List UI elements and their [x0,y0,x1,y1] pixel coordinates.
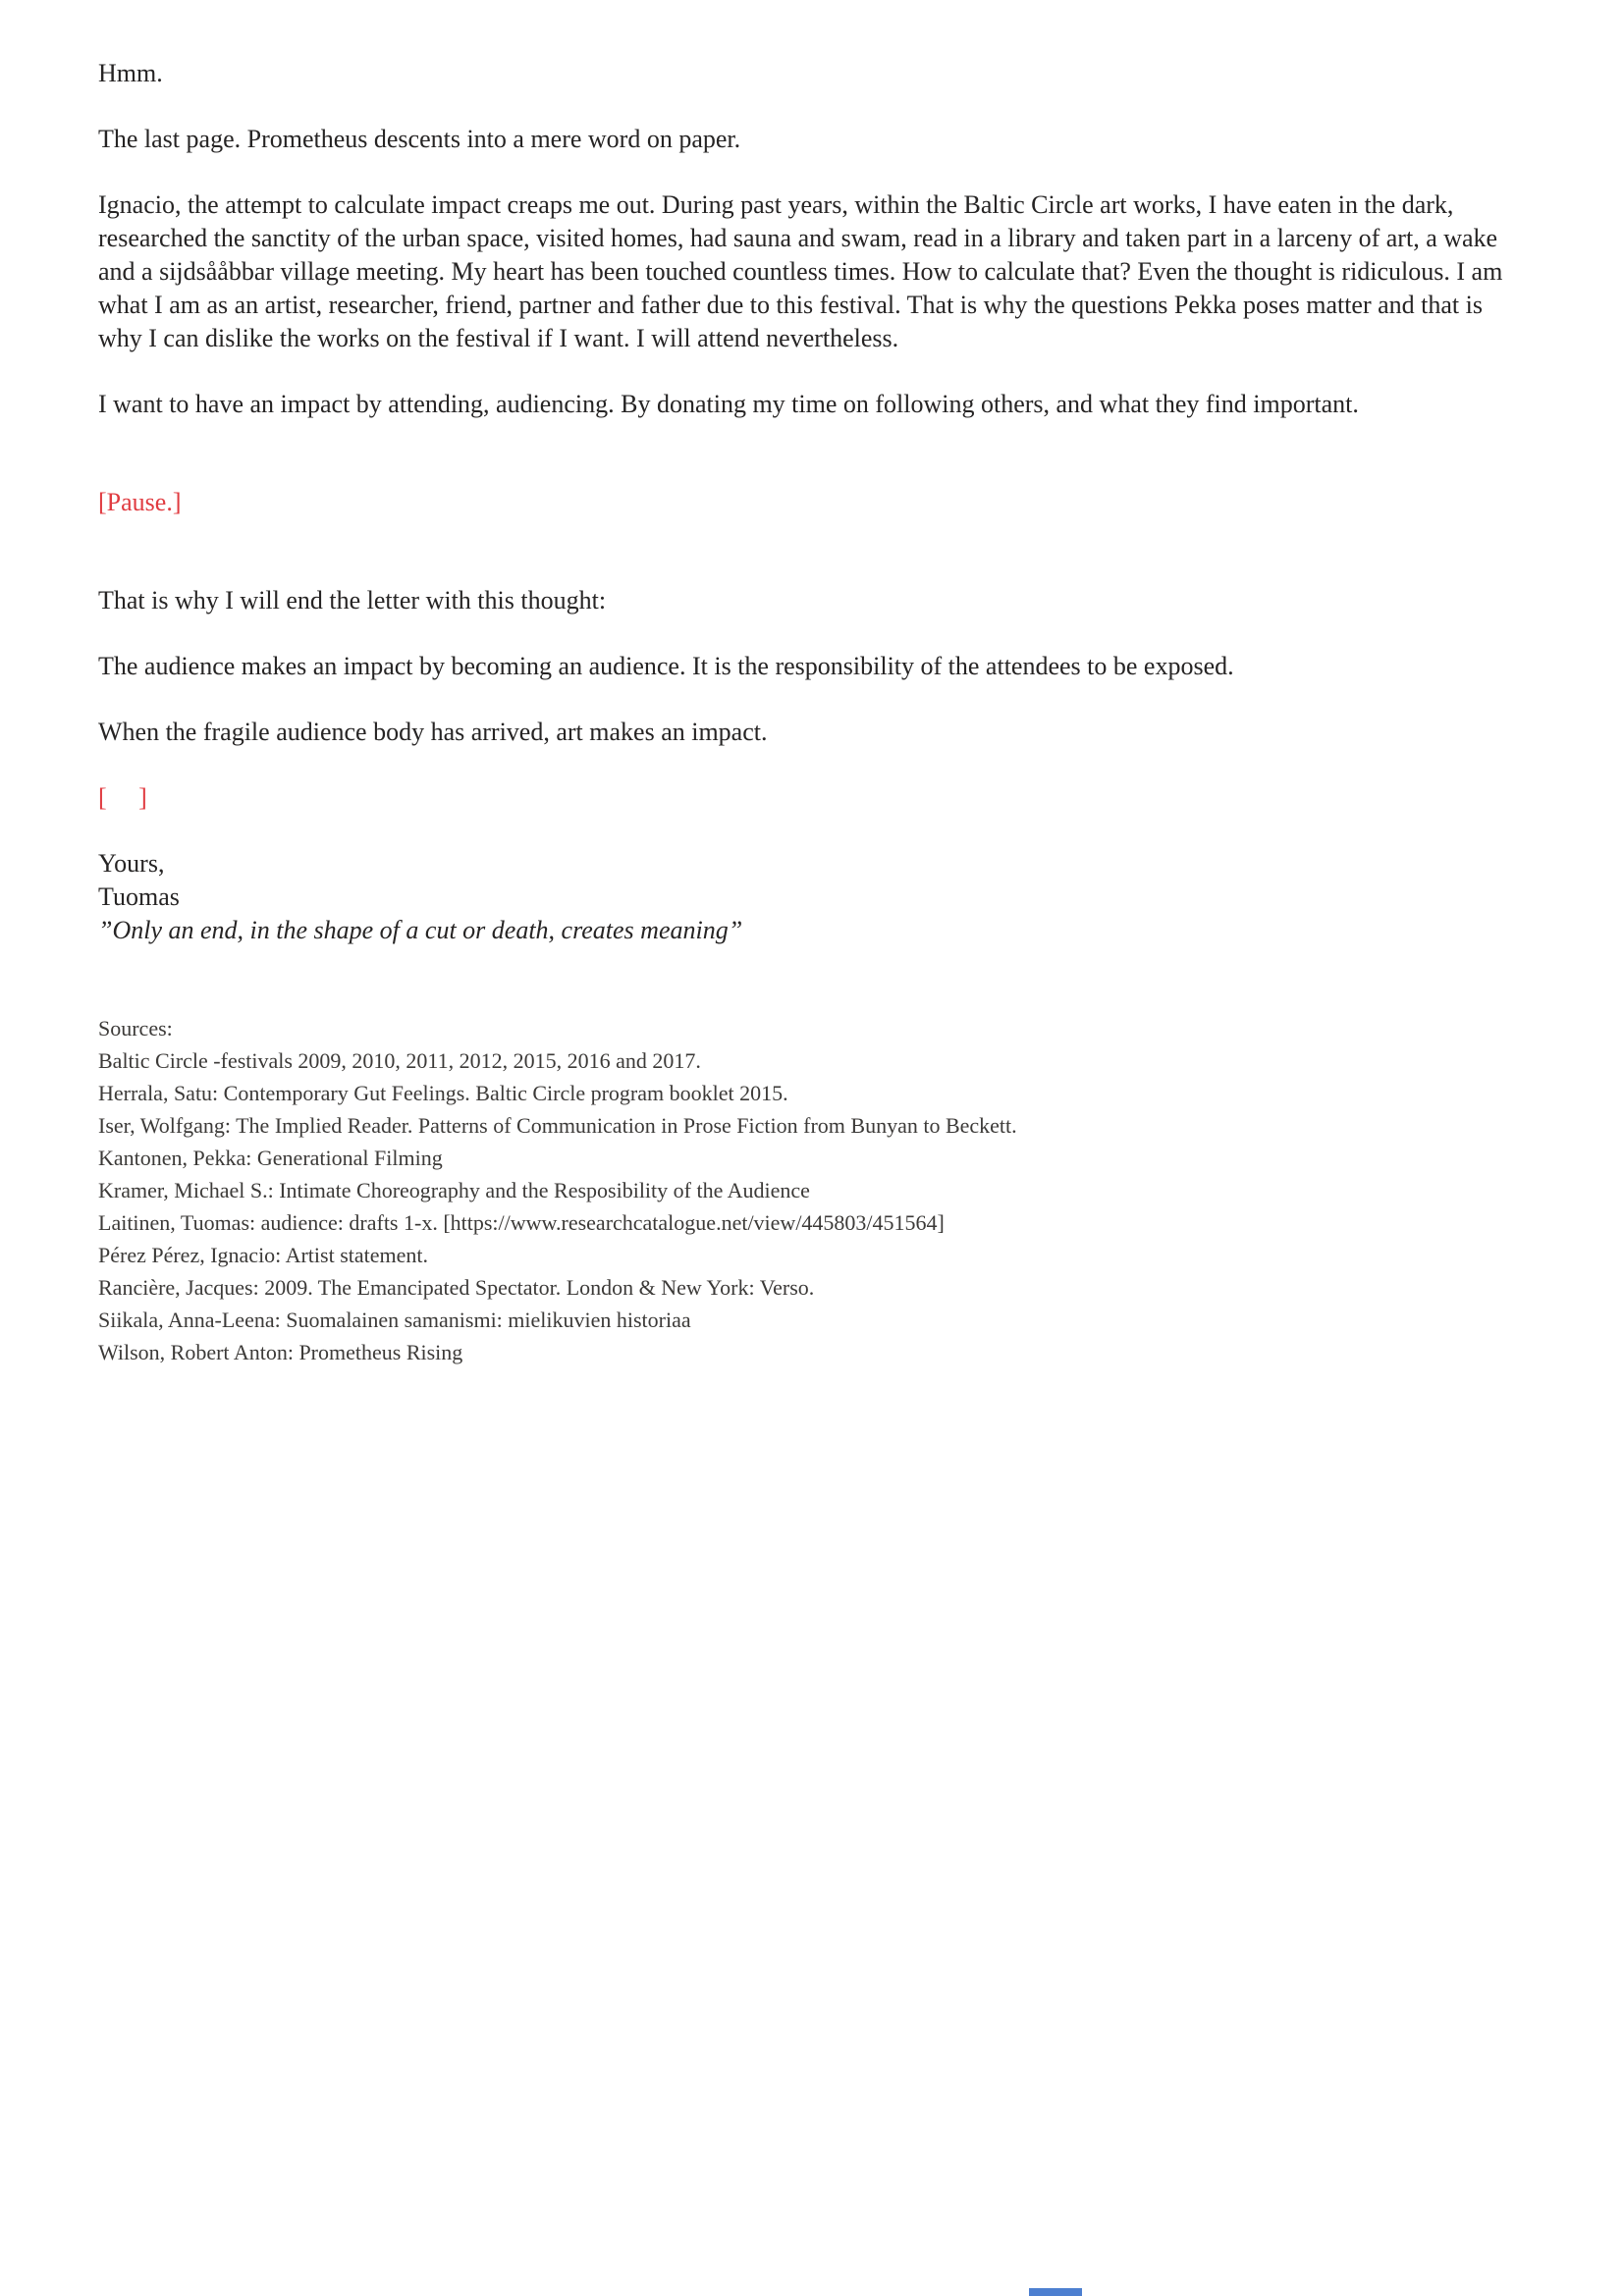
source-item: Pérez Pérez, Ignacio: Artist statement. [98,1243,428,1267]
source-item: Wilson, Robert Anton: Prometheus Rising [98,1340,463,1364]
source-item: Laitinen, Tuomas: audience: drafts 1-x. [https://www.researchcatalogue.net/view/445803/451564] [98,1210,945,1235]
source-item: Iser, Wolfgang: The Implied Reader. Patterns of Communication in Prose Fiction from Bunyan to Beckett. [98,1113,1017,1138]
paragraph-hmm: Hmm. [98,59,163,87]
signoff-block [98,847,1514,947]
signature-name: Tuomas [98,882,180,911]
source-item: Siikala, Anna-Leena: Suomalainen samanismi: mielikuvien historiaa [98,1308,691,1332]
source-item: Kantonen, Pekka: Generational Filming [98,1146,443,1170]
source-item: Rancière, Jacques: 2009. The Emancipated Spectator. London & New York: Verso. [98,1275,815,1300]
closing-quote: ”Only an end, in the shape of a cut or death, creates meaning” [98,916,743,944]
letter-body [98,57,1514,1368]
paragraph-ignacio-impact: Ignacio, the attempt to calculate impact creaps me out. During past years, within the Baltic Circle art works, I have eaten in the dark, researched the sanctity of the urban space, visited homes, had sauna and swam, read in a library and taken part in a larceny of art, a wake and a sijdsååbbar village meeting. My heart has been touched countless times. How to calculate that? Even the thought is ridiculous. I am what I am as an artist, researcher, friend, partner and father due to this festival. That is why the questions Pekka poses matter and that is why I can dislike the works on the festival if I want. I will attend nevertheless. [98,190,1503,352]
bottom-blue-bar [1029,2288,1082,2296]
paragraph-attending-audiencing: I want to have an impact by attending, audiencing. By donating my time on following others, and what they find important. [98,390,1359,418]
paragraph-fragile-audience: When the fragile audience body has arrived, art makes an impact. [98,718,768,746]
paragraph-last-page: The last page. Prometheus descents into a mere word on paper. [98,125,741,153]
empty-bracket-marker: [ ] [98,783,147,812]
source-item: Baltic Circle -festivals 2009, 2010, 2011, 2012, 2015, 2016 and 2017. [98,1048,701,1073]
signoff-yours: Yours, [98,849,165,878]
sources-heading: Sources: [98,1016,173,1041]
source-item: Kramer, Michael S.: Intimate Choreography and the Resposibility of the Audience [98,1178,810,1202]
pause-marker: [Pause.] [98,488,182,516]
paragraph-audience-responsibility: The audience makes an impact by becoming an audience. It is the responsibility of the attendees to be exposed. [98,652,1234,680]
sources-section [98,1012,1514,1368]
source-item: Herrala, Satu: Contemporary Gut Feelings. Baltic Circle program booklet 2015. [98,1081,788,1105]
paragraph-end-letter-thought: That is why I will end the letter with this thought: [98,586,607,614]
